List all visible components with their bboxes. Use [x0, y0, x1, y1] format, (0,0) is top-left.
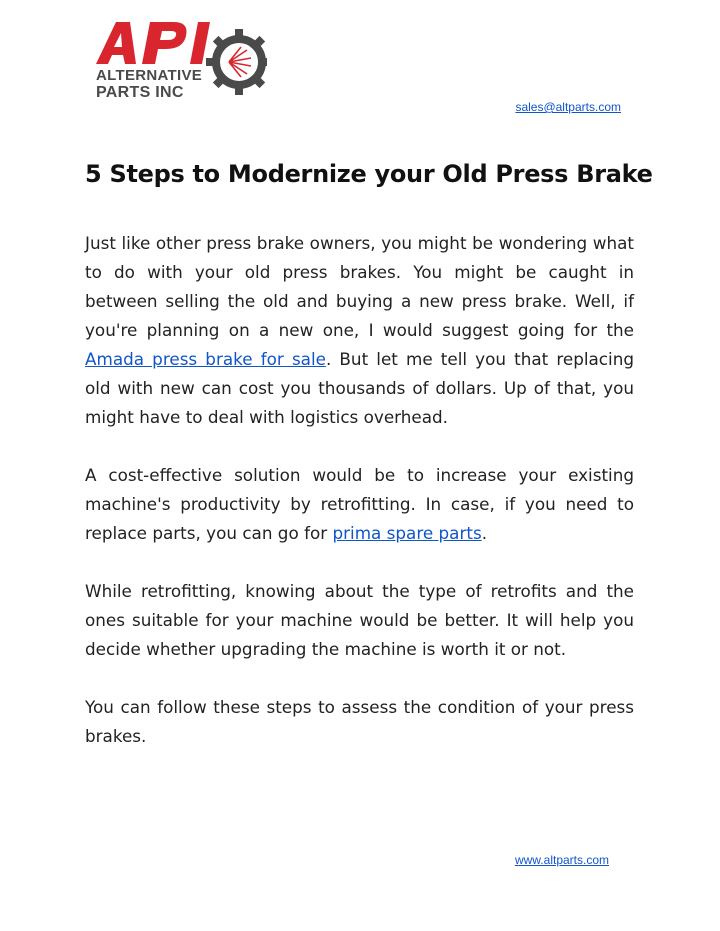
website-link[interactable]: www.altparts.com: [514, 853, 609, 867]
paragraph-3: While retrofitting, knowing about the type of retrofits and the ones suitable for your machine would be better. It will help you decide whether upgrading the machine is worth it or not.: [85, 581, 634, 659]
prima-spare-parts-link[interactable]: prima spare parts: [332, 523, 482, 543]
paragraph-2-text: A cost-effective solution would be to increase your existing machine's productivity by retrofitting. In case, if you need to replace parts, you can go for: [85, 465, 634, 543]
amada-press-brake-link[interactable]: Amada press brake for sale: [85, 349, 326, 369]
paragraph-4: You can follow these steps to assess the condition of your press brakes.: [85, 697, 634, 746]
paragraph-2: [85, 461, 634, 548]
paragraph-1: [85, 229, 634, 432]
paragraph-2-text-end: .: [481, 523, 488, 543]
paragraph-1-text: Just like other press brake owners, you might be wondering what to do with your old press brakes. You might be caught in between selling the old and buying a new press brake. Well, if you're planning on a new one, I would suggest going for the: [85, 233, 634, 340]
article-title: 5 Steps to Modernize your Old Press Brake: [85, 160, 653, 188]
logo-line-parts-inc: PARTS INC: [96, 84, 184, 101]
email-link[interactable]: sales@altparts.com: [515, 100, 621, 114]
article-body: [85, 229, 634, 780]
paragraph-1-text-end: . But let me tell you that replacing old with new can cost you thousands of dollars. Up of that, you might have to deal with logistics overhead.: [85, 349, 634, 427]
logo-line-alternative: ALTERNATIVE: [96, 67, 203, 84]
